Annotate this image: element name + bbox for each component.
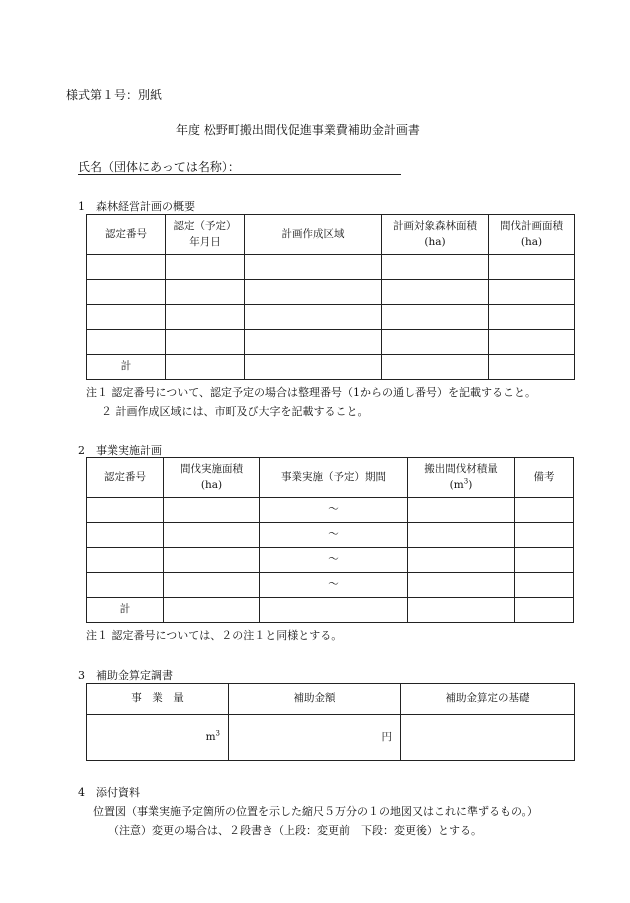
col-remarks: 備考 bbox=[515, 458, 574, 498]
col-thinning-area: 間伐計画面積 (ha) bbox=[489, 215, 575, 255]
section1-note-1: 注１ 認定番号について、認定予定の場合は整理番号（1からの通し番号）を記載すること。 bbox=[86, 386, 537, 399]
total-label: 計 bbox=[87, 355, 166, 380]
table-row bbox=[87, 255, 575, 280]
basis-cell[interactable] bbox=[401, 715, 575, 761]
col-forest-area: 計画対象森林面積 (ha) bbox=[382, 215, 489, 255]
attachment-line: 位置図（事業実施予定箇所の位置を示した縮尺５万分の１の地図又はこれに準ずるもの。） bbox=[93, 805, 539, 818]
total-row bbox=[87, 355, 575, 380]
table-row bbox=[87, 523, 574, 548]
section3-heading: 3 補助金算定調書 bbox=[78, 669, 173, 682]
project-plan-table bbox=[86, 457, 574, 623]
table-row bbox=[87, 548, 574, 573]
forest-plan-table bbox=[86, 214, 575, 380]
total-row bbox=[87, 598, 574, 623]
col-cert-date: 認定（予定） 年月日 bbox=[166, 215, 245, 255]
col-thinning-area: 間伐実施面積 (ha) bbox=[164, 458, 260, 498]
col-plan-area: 計画作成区域 bbox=[245, 215, 382, 255]
col-timber-volume: 搬出間伐材積量 $(m^3)$ bbox=[408, 458, 515, 498]
table-row bbox=[87, 280, 575, 305]
section1-note-2: ２ 計画作成区域には、市町及び大字を記載すること。 bbox=[101, 405, 369, 418]
table-row bbox=[87, 715, 575, 761]
subsidy-calc-table bbox=[86, 683, 575, 761]
section2-heading: 2 事業実施計画 bbox=[78, 444, 162, 457]
total-label: 計 bbox=[87, 598, 164, 623]
form-number: 様式第１号：別紙 bbox=[66, 88, 163, 102]
period-mark: ～ bbox=[260, 573, 408, 598]
col-subsidy-amount: 補助金額 bbox=[229, 684, 401, 715]
col-cert-number: 認定番号 bbox=[87, 458, 164, 498]
col-calc-basis: 補助金算定の基礎 bbox=[401, 684, 575, 715]
volume-cell[interactable]: $m^3$ bbox=[87, 715, 229, 761]
table-row bbox=[87, 305, 575, 330]
period-mark: ～ bbox=[260, 548, 408, 573]
col-work-volume: 事 業 量 bbox=[87, 684, 229, 715]
table-row bbox=[87, 573, 574, 598]
change-note: （注意）変更の場合は、２段書き（上段：変更前 下段：変更後）とする。 bbox=[108, 824, 482, 837]
name-label: 氏名（団体にあっては名称）： bbox=[78, 160, 240, 174]
table-row bbox=[87, 330, 575, 355]
section2-note: 注１ 認定番号については、２の注１と同様とする。 bbox=[86, 629, 343, 642]
name-underline bbox=[78, 174, 401, 175]
period-mark: ～ bbox=[260, 523, 408, 548]
table-row bbox=[87, 498, 574, 523]
col-period: 事業実施（予定）期間 bbox=[260, 458, 408, 498]
period-mark: ～ bbox=[260, 498, 408, 523]
amount-cell[interactable]: 円 bbox=[229, 715, 401, 761]
col-cert-number: 認定番号 bbox=[87, 215, 166, 255]
section4-heading: 4 添付資料 bbox=[78, 786, 140, 799]
document-title: 年度 松野町搬出間伐促進事業費補助金計画書 bbox=[176, 123, 420, 137]
section1-heading: 1 森林経営計画の概要 bbox=[78, 200, 195, 213]
